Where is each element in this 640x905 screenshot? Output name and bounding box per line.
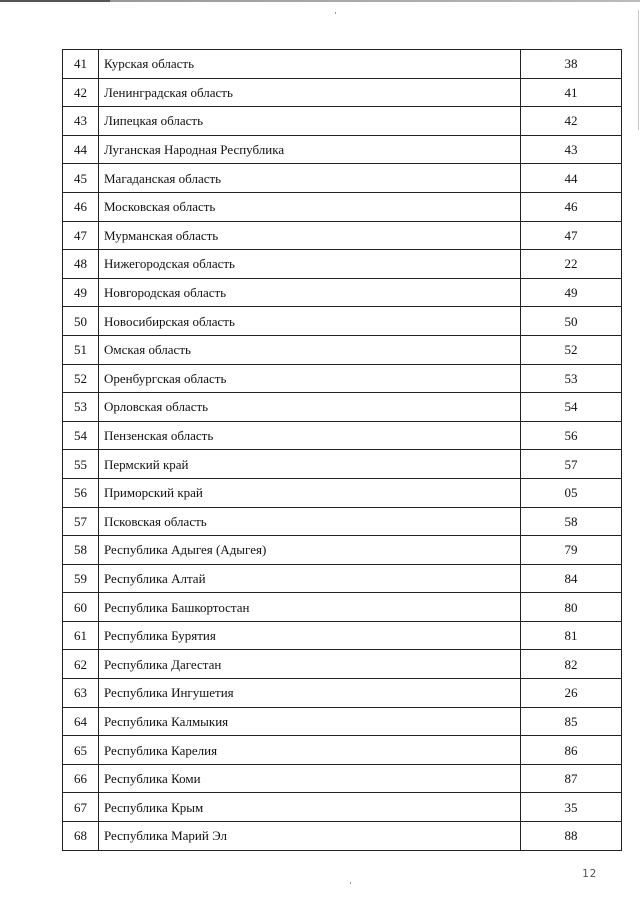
region-name: Республика Марий Эл	[99, 822, 521, 851]
region-code: 54	[521, 393, 622, 422]
row-number: 64	[63, 707, 99, 736]
table-row	[63, 50, 622, 79]
row-number: 45	[63, 164, 99, 193]
table-row	[63, 621, 622, 650]
table-row	[63, 793, 622, 822]
row-number: 50	[63, 307, 99, 336]
table-row	[63, 278, 622, 307]
region-name: Омская область	[99, 335, 521, 364]
region-code: 49	[521, 278, 622, 307]
row-number: 41	[63, 50, 99, 79]
row-number: 67	[63, 793, 99, 822]
table-row	[63, 764, 622, 793]
row-number: 58	[63, 536, 99, 565]
region-name: Нижегородская область	[99, 250, 521, 279]
region-name: Пензенская область	[99, 421, 521, 450]
region-code: 35	[521, 793, 622, 822]
region-code: 82	[521, 650, 622, 679]
region-name: Орловская область	[99, 393, 521, 422]
region-code: 87	[521, 764, 622, 793]
page-number: 12	[582, 867, 598, 880]
table-row	[63, 107, 622, 136]
region-code: 80	[521, 593, 622, 622]
scan-speck	[350, 882, 351, 884]
row-number: 60	[63, 593, 99, 622]
table-row	[63, 421, 622, 450]
row-number: 62	[63, 650, 99, 679]
region-code: 58	[521, 507, 622, 536]
region-name: Республика Дагестан	[99, 650, 521, 679]
table-row	[63, 679, 622, 708]
region-code: 26	[521, 679, 622, 708]
region-code: 38	[521, 50, 622, 79]
region-code: 44	[521, 164, 622, 193]
scan-right-edge	[638, 10, 639, 130]
scan-top-edge	[0, 0, 640, 2]
region-name: Республика Калмыкия	[99, 707, 521, 736]
row-number: 53	[63, 393, 99, 422]
row-number: 51	[63, 335, 99, 364]
row-number: 56	[63, 478, 99, 507]
region-name: Новгородская область	[99, 278, 521, 307]
table-row	[63, 564, 622, 593]
region-name: Оренбургская область	[99, 364, 521, 393]
row-number: 48	[63, 250, 99, 279]
row-number: 46	[63, 192, 99, 221]
row-number: 44	[63, 135, 99, 164]
region-code: 57	[521, 450, 622, 479]
row-number: 54	[63, 421, 99, 450]
row-number: 68	[63, 822, 99, 851]
table-row	[63, 307, 622, 336]
region-code: 47	[521, 221, 622, 250]
region-name: Псковская область	[99, 507, 521, 536]
region-code: 22	[521, 250, 622, 279]
table-row	[63, 822, 622, 851]
region-code: 05	[521, 478, 622, 507]
table-row	[63, 335, 622, 364]
region-name: Республика Ингушетия	[99, 679, 521, 708]
region-code: 42	[521, 107, 622, 136]
region-code: 79	[521, 536, 622, 565]
table-row	[63, 707, 622, 736]
row-number: 59	[63, 564, 99, 593]
regions-table	[62, 49, 622, 851]
region-name: Приморский край	[99, 478, 521, 507]
region-code: 88	[521, 822, 622, 851]
region-name: Новосибирская область	[99, 307, 521, 336]
region-name: Республика Коми	[99, 764, 521, 793]
region-name: Республика Карелия	[99, 736, 521, 765]
region-name: Луганская Народная Республика	[99, 135, 521, 164]
table-row	[63, 650, 622, 679]
table-row	[63, 736, 622, 765]
region-name: Республика Бурятия	[99, 621, 521, 650]
region-code: 50	[521, 307, 622, 336]
table-row	[63, 393, 622, 422]
region-code: 81	[521, 621, 622, 650]
table-row	[63, 507, 622, 536]
row-number: 42	[63, 78, 99, 107]
table-row	[63, 478, 622, 507]
regions-table-body	[63, 50, 622, 851]
row-number: 47	[63, 221, 99, 250]
region-code: 85	[521, 707, 622, 736]
region-name: Магаданская область	[99, 164, 521, 193]
row-number: 49	[63, 278, 99, 307]
table-row	[63, 450, 622, 479]
table-row	[63, 192, 622, 221]
table-row	[63, 221, 622, 250]
table-row	[63, 536, 622, 565]
row-number: 52	[63, 364, 99, 393]
row-number: 43	[63, 107, 99, 136]
region-name: Республика Башкортостан	[99, 593, 521, 622]
region-code: 86	[521, 736, 622, 765]
region-name: Мурманская область	[99, 221, 521, 250]
row-number: 61	[63, 621, 99, 650]
region-code: 52	[521, 335, 622, 364]
region-name: Московская область	[99, 192, 521, 221]
region-code: 41	[521, 78, 622, 107]
table-row	[63, 78, 622, 107]
region-name: Республика Крым	[99, 793, 521, 822]
row-number: 55	[63, 450, 99, 479]
table-row	[63, 164, 622, 193]
region-code: 84	[521, 564, 622, 593]
table-row	[63, 364, 622, 393]
region-name: Республика Алтай	[99, 564, 521, 593]
row-number: 66	[63, 764, 99, 793]
region-code: 46	[521, 192, 622, 221]
table-row	[63, 593, 622, 622]
region-name: Липецкая область	[99, 107, 521, 136]
region-code: 56	[521, 421, 622, 450]
row-number: 65	[63, 736, 99, 765]
row-number: 57	[63, 507, 99, 536]
region-name: Республика Адыгея (Адыгея)	[99, 536, 521, 565]
table-row	[63, 250, 622, 279]
region-name: Ленинградская область	[99, 78, 521, 107]
region-name: Пермский край	[99, 450, 521, 479]
table-row	[63, 135, 622, 164]
region-code: 43	[521, 135, 622, 164]
region-code: 53	[521, 364, 622, 393]
row-number: 63	[63, 679, 99, 708]
region-name: Курская область	[99, 50, 521, 79]
scan-speck	[335, 12, 336, 14]
